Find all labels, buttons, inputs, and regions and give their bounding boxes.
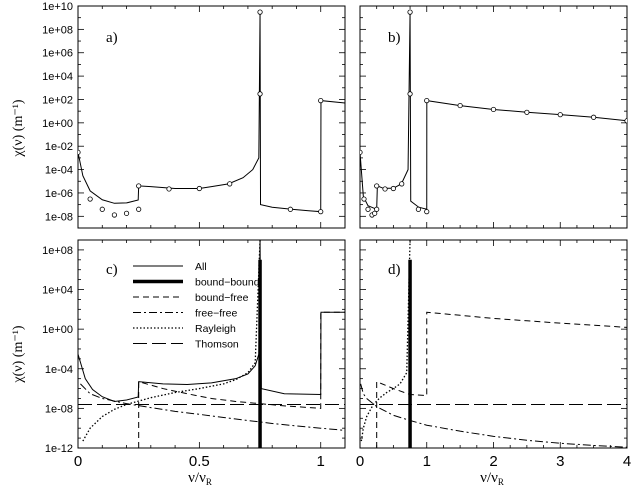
y-tick-label: 1e+10 [42,1,73,13]
y-tick-label: 1e+04 [42,71,73,84]
y-tick-label: 1e+08 [42,24,73,37]
x-tick-label: 1 [316,453,325,470]
series-line-all [78,240,345,401]
panel-b [358,6,629,228]
y-tick-label: 1e+00 [42,324,73,337]
data-point [400,182,404,186]
xlabel-left [188,470,212,487]
data-point [362,197,366,201]
xlabel-right-main: ν/ν [480,470,498,486]
y-tick-label: 1e+04 [42,284,73,297]
data-point [408,10,412,14]
y-tick-label: 1e+02 [42,94,73,107]
data-point [167,187,171,191]
data-point [374,184,378,188]
series-line-curve [78,12,345,212]
data-point [136,184,140,188]
data-point [319,98,323,102]
y-tick-label: 1e-12 [44,443,73,455]
y-tick-label: 1e+08 [42,244,73,257]
y-tick-label: 1e-06 [44,187,73,200]
y-tick-label: 1e-02 [44,141,73,154]
xlabel-right-sub: R [497,477,504,487]
data-point [288,207,292,211]
legend-label-all: All [195,261,207,273]
data-point [228,182,232,186]
data-point [625,119,629,123]
panel-c [42,240,345,470]
xlabel-left-main: ν/ν [188,470,206,486]
x-tick-label: 0.5 [188,453,210,470]
y-tick-label: 1e-04 [44,363,73,376]
data-point [591,115,595,119]
series-line-bound-free [377,312,627,448]
data-point [425,98,429,102]
xlabel-left-sub: R [205,477,212,487]
data-point [358,150,362,154]
data-point [112,213,116,217]
data-point [100,207,104,211]
data-point [258,92,262,96]
data-point [391,186,395,190]
ylabel-top: χ(ν) (m⁻¹) [11,99,26,157]
data-point [525,110,529,114]
x-tick-label: 2 [489,453,498,470]
xlabel-right [480,470,504,487]
data-point [136,207,140,211]
panel-label: b) [388,30,401,46]
panel-label: c) [106,262,118,278]
plot-frame [78,6,345,228]
data-point [383,187,387,191]
data-point [491,107,495,111]
data-point [88,197,92,201]
x-tick-label: 1 [422,453,431,470]
y-tick-label: 1e-08 [44,403,73,416]
legend-label-free-free: free−free [195,307,238,320]
x-tick-label: 0 [355,453,365,470]
data-point [374,207,378,211]
x-tick-label: 4 [622,453,632,470]
legend-label-thomson: Thomson [195,338,239,351]
data-point [408,92,412,96]
data-point [258,10,262,14]
data-point [425,209,429,213]
y-tick-label: 1e-08 [44,211,73,224]
data-point [76,150,80,154]
panel-label: a) [106,30,118,46]
x-tick-label: 0 [73,453,83,470]
legend-label-rayleigh: Rayleigh [195,323,236,335]
y-tick-label: 1e+00 [42,117,73,130]
legend [133,261,260,351]
data-point [558,112,562,116]
panel-a [42,1,345,228]
ylabel-bottom: χ(ν) (m⁻¹) [11,325,26,383]
legend-label-bound-bound: bound−bound [195,276,260,289]
data-point [458,103,462,107]
x-tick-label: 3 [556,453,565,470]
series-line-free-free [361,384,627,447]
data-point [366,207,370,211]
y-tick-label: 1e-04 [44,164,73,177]
y-tick-label: 1e+06 [42,47,73,60]
legend-label-bound-free: bound−free [195,292,249,304]
data-point [319,209,323,213]
panel-d [356,240,631,470]
panel-label: d) [388,262,401,278]
data-point [416,207,420,211]
data-point [124,211,128,215]
data-point [197,186,201,190]
